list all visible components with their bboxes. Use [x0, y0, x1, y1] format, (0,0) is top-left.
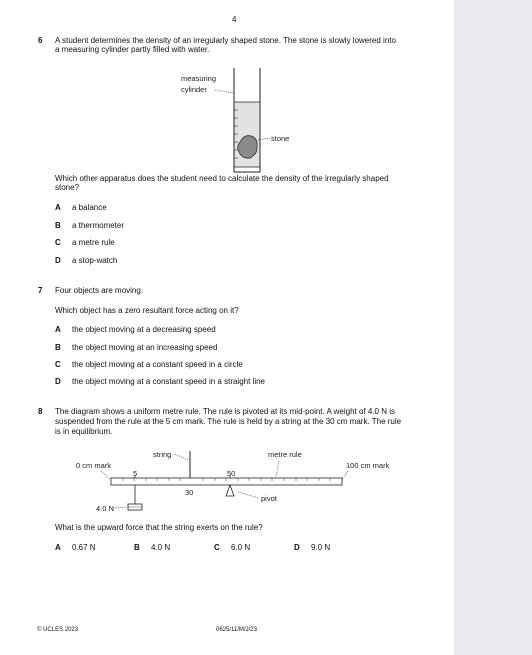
measuring-cylinder-diagram: [0, 62, 454, 182]
label-metre-rule: metre rule: [268, 450, 302, 459]
metre-rule-bar: [111, 478, 342, 485]
mark-50: 50: [227, 469, 236, 478]
q7-option-d-letter: D: [55, 377, 61, 386]
q8-option-b-letter: B: [134, 543, 140, 552]
q8-option-c-letter: C: [214, 543, 220, 552]
q6-option-b-text: a thermometer: [72, 221, 125, 230]
label-0cm-mark: 0 cm mark: [76, 461, 112, 470]
q6-question-line1: Which other apparatus does the student need to calculate the density of the irregularly shaped: [55, 174, 389, 183]
page-number: 4: [232, 15, 237, 24]
q8-question: What is the upward force that the string exerts on the rule?: [55, 523, 263, 532]
q8-option-d-letter: D: [294, 543, 300, 552]
q8-option-b-text: 4.0 N: [151, 543, 171, 552]
q8-option-d-text: 9.0 N: [311, 543, 331, 552]
mark-30: 30: [185, 488, 194, 497]
q6-option-c-letter: C: [55, 238, 61, 247]
q7-option-b-text: the object moving at an increasing speed: [72, 343, 218, 352]
q7-option-a-letter: A: [55, 325, 61, 334]
pivot-triangle: [226, 485, 234, 496]
label-measuring: measuring: [181, 74, 217, 83]
label-string: string: [153, 450, 172, 459]
q6-intro-line1: A student determines the density of an irregularly shaped stone. The stone is slowly lowered into: [55, 36, 396, 45]
footer-copyright: © UCLES 2023: [37, 627, 79, 633]
q8-number: 8: [38, 407, 43, 416]
q8-intro-line2: suspended from the rule at the 5 cm mark. The rule is held by a string at the 30 cm mark. The rule: [55, 417, 402, 426]
q7-option-c-text: the object moving at a constant speed in a circle: [72, 360, 243, 369]
q7-question: Which object has a zero resultant force acting on it?: [55, 306, 239, 315]
q6-option-c-text: a metre rule: [72, 238, 115, 247]
q7-option-d-text: the object moving at a constant speed in a straight line: [72, 377, 266, 386]
q6-number: 6: [38, 36, 43, 45]
q6-option-a-text: a balance: [72, 203, 107, 212]
label-100cm-mark: 100 cm mark: [346, 461, 390, 470]
q6-option-a-letter: A: [55, 203, 61, 212]
label-stone: stone: [271, 134, 290, 143]
q6-question-line2: stone?: [55, 183, 80, 192]
label-cylinder: cylinder: [181, 85, 207, 94]
q8-option-a-text: 0.67 N: [72, 543, 96, 552]
viewer-side-panel: [454, 0, 532, 655]
metre-rule-diagram: [0, 445, 454, 525]
q7-intro: Four objects are moving.: [55, 286, 144, 295]
label-weight: 4.0 N: [96, 504, 114, 513]
q8-option-a-letter: A: [55, 543, 61, 552]
label-pivot: pivot: [261, 494, 277, 503]
q6-intro-line2: a measuring cylinder partly filled with water.: [55, 45, 210, 54]
q7-option-a-text: the object moving at a decreasing speed: [72, 325, 216, 334]
q7-option-b-letter: B: [55, 343, 61, 352]
q7-number: 7: [38, 286, 43, 295]
mark-5: 5: [133, 469, 138, 478]
q7-option-c-letter: C: [55, 360, 61, 369]
q8-intro-line1: The diagram shows a uniform metre rule. The rule is pivoted at its mid-point. A weight of 4.0 N is: [55, 407, 396, 416]
q6-option-b-letter: B: [55, 221, 61, 230]
q8-option-c-text: 6.0 N: [231, 543, 251, 552]
footer-code: 0625/11/M/J/23: [216, 627, 257, 633]
q8-intro-line3: is in equilibrium.: [55, 427, 113, 436]
q6-option-d-text: a stop-watch: [72, 256, 118, 265]
q6-option-d-letter: D: [55, 256, 61, 265]
